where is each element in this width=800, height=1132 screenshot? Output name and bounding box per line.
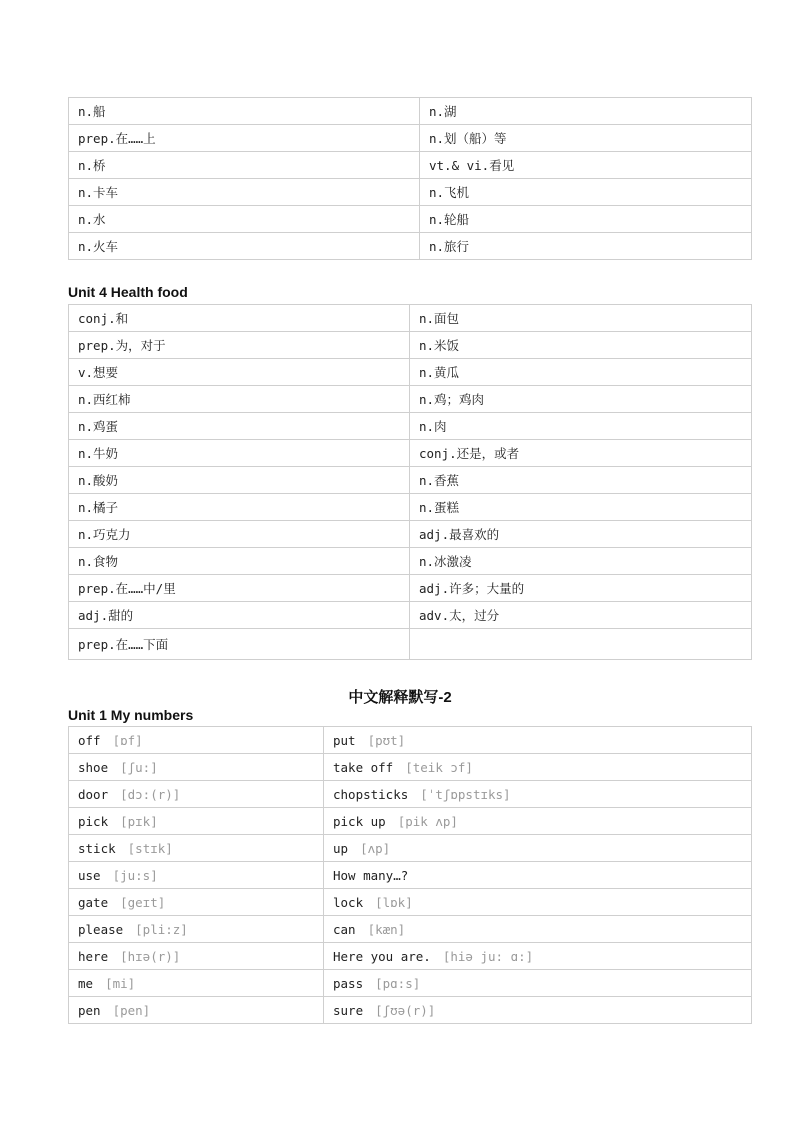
table-row [69,494,752,521]
table-row [69,413,752,440]
table-row [69,575,752,602]
vocab-cell: n.橘子 [69,494,410,521]
vocab-cell: n.旅行 [420,233,752,260]
table-row [69,916,752,943]
vocab-table-unit4 [68,304,752,660]
vocab-cell: conj.和 [69,305,410,332]
vocab-cell [69,754,324,781]
english-word: up [333,840,349,856]
english-word: shoe [78,759,109,775]
phonetic-transcription: [dɔ:(r)] [120,786,181,802]
table-row [69,629,752,660]
vocab-cell [410,629,752,660]
phonetic-transcription: [ju:s] [112,867,158,883]
vocab-cell: n.冰激凌 [410,548,752,575]
vocab-cell [69,808,324,835]
table-row [69,889,752,916]
vocab-cell [69,916,324,943]
vocab-cell [324,889,752,916]
english-word: please [78,921,124,937]
table-row [69,862,752,889]
vocab-cell: n.鸡；鸡肉 [410,386,752,413]
english-word: Here you are. [333,948,431,964]
vocab-cell [69,862,324,889]
vocab-table-unit1 [68,726,752,1024]
table-row [69,781,752,808]
table-row [69,754,752,781]
vocab-cell [324,862,752,889]
vocab-cell [69,943,324,970]
english-word: sure [333,1002,364,1018]
table-row [69,997,752,1024]
vocab-cell: n.肉 [410,413,752,440]
vocab-cell: n.黄瓜 [410,359,752,386]
english-word: here [78,948,109,964]
vocab-cell: n.酸奶 [69,467,410,494]
table-row [69,548,752,575]
vocab-cell: v.想要 [69,359,410,386]
table-row [69,521,752,548]
phonetic-transcription: [stɪk] [127,840,173,856]
vocab-cell: n.船 [69,98,420,125]
vocab-cell: n.牛奶 [69,440,410,467]
vocab-cell: vt.& vi.看见 [420,152,752,179]
vocab-cell [324,727,752,754]
phonetic-transcription: [pik ʌp] [397,813,458,829]
english-word: pick [78,813,109,829]
phonetic-transcription: [geɪt] [120,894,166,910]
table-row [69,125,752,152]
table-row [69,835,752,862]
phonetic-transcription: [teik ɔf] [405,759,473,775]
phonetic-transcription: [ʃu:] [120,759,158,775]
english-word: put [333,732,356,748]
vocab-cell [324,754,752,781]
english-word: me [78,975,94,991]
vocab-cell: n.巧克力 [69,521,410,548]
vocab-cell [69,727,324,754]
vocab-cell [324,997,752,1024]
vocab-cell [69,781,324,808]
vocab-cell: conj.还是，或者 [410,440,752,467]
vocab-cell [69,997,324,1024]
vocab-cell: adj.最喜欢的 [410,521,752,548]
vocab-cell: n.火车 [69,233,420,260]
table-row [69,179,752,206]
vocab-cell: prep.在……上 [69,125,420,152]
vocab-cell [324,943,752,970]
english-word: gate [78,894,109,910]
phonetic-transcription: [pli:z] [135,921,188,937]
vocab-cell [69,835,324,862]
table-row [69,386,752,413]
table-row [69,233,752,260]
english-word: lock [333,894,364,910]
vocab-cell: n.蛋糕 [410,494,752,521]
english-word: use [78,867,101,883]
english-word: door [78,786,109,802]
phonetic-transcription: [hɪə(r)] [120,948,181,964]
phonetic-transcription: [kæn] [367,921,406,937]
vocab-cell: prep.在……下面 [69,629,410,660]
phonetic-transcription: [lɒk] [375,894,413,910]
table-row [69,98,752,125]
phonetic-transcription: [mi] [105,975,136,991]
english-word: take off [333,759,394,775]
section-title: 中文解释默写-2 [348,689,452,706]
vocab-cell [324,781,752,808]
vocab-cell: n.桥 [69,152,420,179]
vocab-cell: n.鸡蛋 [69,413,410,440]
vocab-cell: adv.太，过分 [410,602,752,629]
table-row [69,332,752,359]
english-word: How many…? [333,867,409,883]
vocab-cell: n.卡车 [69,179,420,206]
english-word: chopsticks [333,786,409,802]
phonetic-transcription: [ɒf] [112,732,143,748]
table-row [69,808,752,835]
vocab-cell: prep.在……中/里 [69,575,410,602]
table-row [69,152,752,179]
vocab-cell [324,808,752,835]
vocab-cell: n.飞机 [420,179,752,206]
vocab-table-top [68,97,752,260]
vocab-cell: n.米饭 [410,332,752,359]
table-row [69,359,752,386]
table-row [69,727,752,754]
vocab-cell [324,835,752,862]
phonetic-transcription: [ʃʊə(r)] [375,1002,436,1018]
phonetic-transcription: [pɑ:s] [375,975,421,991]
english-word: can [333,921,356,937]
phonetic-transcription: [ʌp] [360,840,391,856]
vocab-cell: n.轮船 [420,206,752,233]
english-word: pick up [333,813,386,829]
vocab-cell: n.西红柿 [69,386,410,413]
vocab-cell [324,916,752,943]
vocab-cell: adj.许多；大量的 [410,575,752,602]
vocab-cell [324,970,752,997]
english-word: off [78,732,101,748]
vocab-cell [69,889,324,916]
unit1-heading: Unit 1 My numbers [68,707,194,723]
vocab-cell: n.湖 [420,98,752,125]
phonetic-transcription: [ˈtʃɒpstɪks] [420,786,511,802]
table-row [69,305,752,332]
vocab-cell: n.面包 [410,305,752,332]
unit4-heading: Unit 4 Health food [68,284,188,300]
phonetic-transcription: [hiə ju: ɑ:] [442,948,534,964]
table-row [69,440,752,467]
table-row [69,206,752,233]
vocab-cell [69,970,324,997]
table-row [69,970,752,997]
vocab-cell: n.划（船）等 [420,125,752,152]
vocab-cell: n.水 [69,206,420,233]
vocab-cell: n.香蕉 [410,467,752,494]
vocab-cell: adj.甜的 [69,602,410,629]
table-row [69,467,752,494]
phonetic-transcription: [pʊt] [367,732,406,748]
phonetic-transcription: [pɪk] [120,813,158,829]
vocab-cell: n.食物 [69,548,410,575]
table-row [69,602,752,629]
english-word: pen [78,1002,101,1018]
phonetic-transcription: [pen] [112,1002,151,1018]
english-word: pass [333,975,364,991]
table-row [69,943,752,970]
english-word: stick [78,840,116,856]
vocab-cell: prep.为，对于 [69,332,410,359]
